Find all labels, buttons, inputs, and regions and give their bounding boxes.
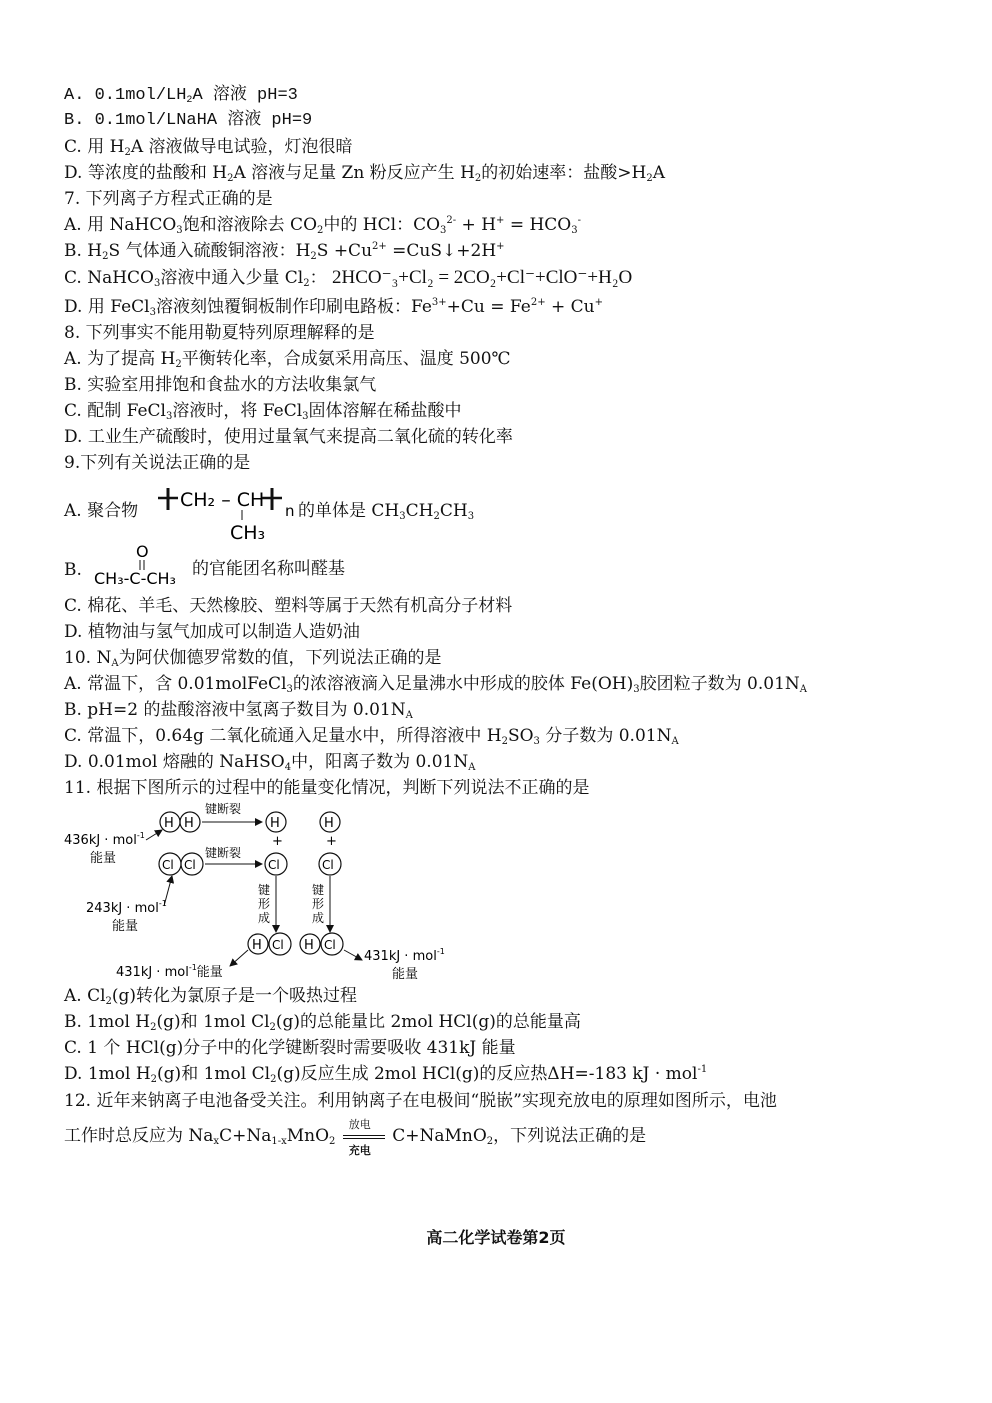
form-label-1b: 形: [258, 897, 271, 911]
form-label-2a: 键: [312, 883, 325, 897]
q9-option-d: D. 植物油与氢气加成可以制造人造奶油: [64, 622, 360, 642]
energy-436-unit: 能量: [90, 851, 117, 866]
svg-text:H: H: [324, 816, 334, 831]
q8-option-d: D. 工业生产硫酸时，使用过量氧气来提高二氧化硫的转化率: [64, 427, 513, 447]
q8-option-c: C. 配制 FeCl$_3$溶液时，将 FeCl$_3$固体溶解在稀盐酸中: [64, 401, 462, 422]
q10-option-b: B. pH=2 的盐酸溶液中氢离子数目为 $0.01N_A$: [64, 700, 413, 721]
form-label-1a: 键: [258, 883, 271, 897]
arrow-431-left: [230, 950, 248, 966]
q12-reaction-line: 工作时总反应为 $Na_xC+Na_{1-x}MnO_2$ 放电 充电 C+NaMnO$_2$，下列说法正确的是: [64, 1125, 646, 1148]
svg-text:Cl: Cl: [162, 858, 174, 872]
svg-text:H: H: [270, 816, 280, 831]
plus-1: +: [272, 834, 283, 849]
svg-text:Cl: Cl: [268, 858, 280, 872]
ketone-chain: CH₃-C-CH₃: [94, 569, 176, 588]
form-label-1c: 成: [258, 911, 271, 925]
q8-stem: 8. 下列事实不能用勒夏特列原理解释的是: [64, 323, 375, 343]
energy-243-unit: 能量: [112, 919, 139, 934]
q9-option-b-label: B.: [64, 560, 82, 580]
q9-option-a-rest: 的单体是 $CH_3CH_2CH_3$: [298, 501, 475, 522]
svg-text:Cl: Cl: [184, 858, 196, 872]
arrow-line-top: [343, 1135, 385, 1136]
q10-option-d: D. 0.01mol 熔融的 NaHSO$_4$中，阳离子数为 $0.01N_A$: [64, 752, 476, 773]
form-label-2b: 形: [312, 897, 325, 911]
discharge-label: 放电: [348, 1117, 371, 1131]
break-label-h2: 键断裂: [205, 802, 242, 816]
q6-option-b: B. 0.1mol/LNaHA 溶液 pH=9: [64, 111, 313, 130]
energy-243-label: 243kJ · mol$^{-1}$: [86, 899, 167, 916]
h-atom-2: [320, 812, 340, 832]
q6-option-d: D. 等浓度的盐酸和 $H_2A$ 溶液与足量 Zn 粉反应产生 $H_2$的初始速率：盐酸$>H_2A$: [64, 163, 666, 184]
q10-option-c: C. 常温下，0.64g 二氧化硫通入足量水中，所得溶液中 $H_2SO_3$ 分子数为 $0.01N_A$: [64, 726, 679, 747]
arrow-line-bottom: [343, 1138, 385, 1139]
energy-diagram: [60, 800, 480, 985]
form-label-2c: 成: [312, 911, 325, 925]
cl-atom-2: [319, 853, 341, 875]
q12-stem: 12. 近年来钠离子电池备受关注。利用钠离子在电极间“脱嵌”实现充放电的原理如图所示，电池: [64, 1091, 777, 1111]
arrow-436: [146, 830, 162, 840]
energy-436-label: 436kJ · mol$^{-1}$: [64, 831, 145, 848]
q8-option-a: A. 为了提高 $H_2$平衡转化率，合成氨采用高压、温度 500℃: [64, 349, 511, 370]
charge-label: 充电: [348, 1143, 371, 1157]
energy-431-left-label: 431kJ · mol$^{-1}$能量: [116, 963, 223, 980]
cl2-molecule: [159, 853, 203, 875]
h2-molecule: [160, 812, 200, 832]
q9-stem: 9.下列有关说法正确的是: [64, 453, 251, 473]
q8-option-b: B. 实验室用排饱和食盐水的方法收集氯气: [64, 375, 377, 395]
ketone-oxygen: O: [136, 542, 149, 561]
break-label-cl2: 键断裂: [205, 846, 242, 860]
h-atom-1: [266, 812, 286, 832]
arrow-431-right: [344, 950, 362, 960]
svg-text:H: H: [164, 816, 174, 831]
q6-option-a: A. $0.1mol/LH_2A$ 溶液 pH=3: [64, 86, 298, 106]
energy-431-right-label: 431kJ · mol$^{-1}$: [364, 947, 445, 964]
q6-option-c: C. 用 $H_2A$ 溶液做导电试验，灯泡很暗: [64, 137, 353, 158]
plus-2: +: [326, 834, 337, 849]
q9-option-c: C. 棉花、羊毛、天然橡胶、塑料等属于天然有机高分子材料: [64, 596, 513, 616]
hcl-molecule-2: [300, 933, 343, 955]
q10-option-a: A. 常温下，含 0.01molFeCl$_3$的浓溶液滴入足量沸水中形成的胶体 $Fe(OH)_3$胶团粒子数为 $0.01N_A$: [64, 674, 807, 695]
polymer-structure: [150, 482, 300, 547]
q7-option-c: C. NaHCO$_3$溶液中通入少量 $Cl_2$： 2HCO⁻₃+Cl₂ = 2CO₂+Cl⁻+ClO⁻+H₂O: [64, 267, 633, 289]
svg-text:H: H: [184, 816, 194, 831]
svg-text:Cl: Cl: [324, 938, 336, 952]
reversible-arrow: [341, 1117, 387, 1157]
q11-option-c: C. 1 个 HCl(g)分子中的化学键断裂时需要吸收 431kJ 能量: [64, 1038, 516, 1058]
q11-option-b: B. 1mol $H_2(g)$和 1mol $Cl_2(g)$的总能量比 2mol HCl(g)的总能量高: [64, 1012, 581, 1033]
polymer-n: n: [285, 502, 295, 520]
q11-option-d: D. 1mol $H_2(g)$和 1mol $Cl_2(g)$反应生成 2mol HCl(g)的反应热ΔH=-183 kJ · mol$^{-1}$: [64, 1064, 708, 1085]
q7-option-b: B. $H_2S$ 气体通入硫酸铜溶液：$H_2S +Cu^{2+}$ =CuS↓+2H+: [64, 241, 505, 262]
svg-text:H: H: [304, 938, 314, 953]
q9-option-b-rest: 的官能团名称叫醛基: [192, 559, 345, 579]
ketone-structure: [92, 542, 196, 590]
q7-stem: 7. 下列离子方程式正确的是: [64, 189, 273, 209]
hcl-molecule-1: [248, 933, 291, 955]
q7-option-a: A. 用 NaHCO$_3$饱和溶液除去 $CO_2$中的 HCl：$CO_3^{2-} + H^+ = HCO_3^-$: [64, 215, 582, 236]
svg-text:Cl: Cl: [322, 858, 334, 872]
polymer-side-group: CH₃: [230, 522, 266, 544]
svg-text:H: H: [252, 938, 262, 953]
q11-stem: 11. 根据下图所示的过程中的能量变化情况，判断下列说法不正确的是: [64, 778, 590, 798]
q9-option-a-label: A. 聚合物: [64, 501, 139, 521]
energy-431-right-unit: 能量: [392, 967, 419, 982]
svg-text:Cl: Cl: [272, 938, 284, 952]
q11-option-a: A. $Cl_2(g)$转化为氯原子是一个吸热过程: [64, 986, 358, 1007]
q10-stem: 10. $N_A$为阿伏伽德罗常数的值，下列说法正确的是: [64, 648, 442, 669]
page-footer: 高二化学试卷第2页: [426, 1228, 566, 1247]
cl-atom-1: [265, 853, 287, 875]
polymer-main-chain: CH₂ – CH: [180, 489, 265, 511]
q7-option-d: D. 用 FeCl$_3$溶液刻蚀覆铜板制作印刷电路板：$Fe^{3+}+Cu = Fe^{2+} + Cu^+$: [64, 297, 604, 318]
